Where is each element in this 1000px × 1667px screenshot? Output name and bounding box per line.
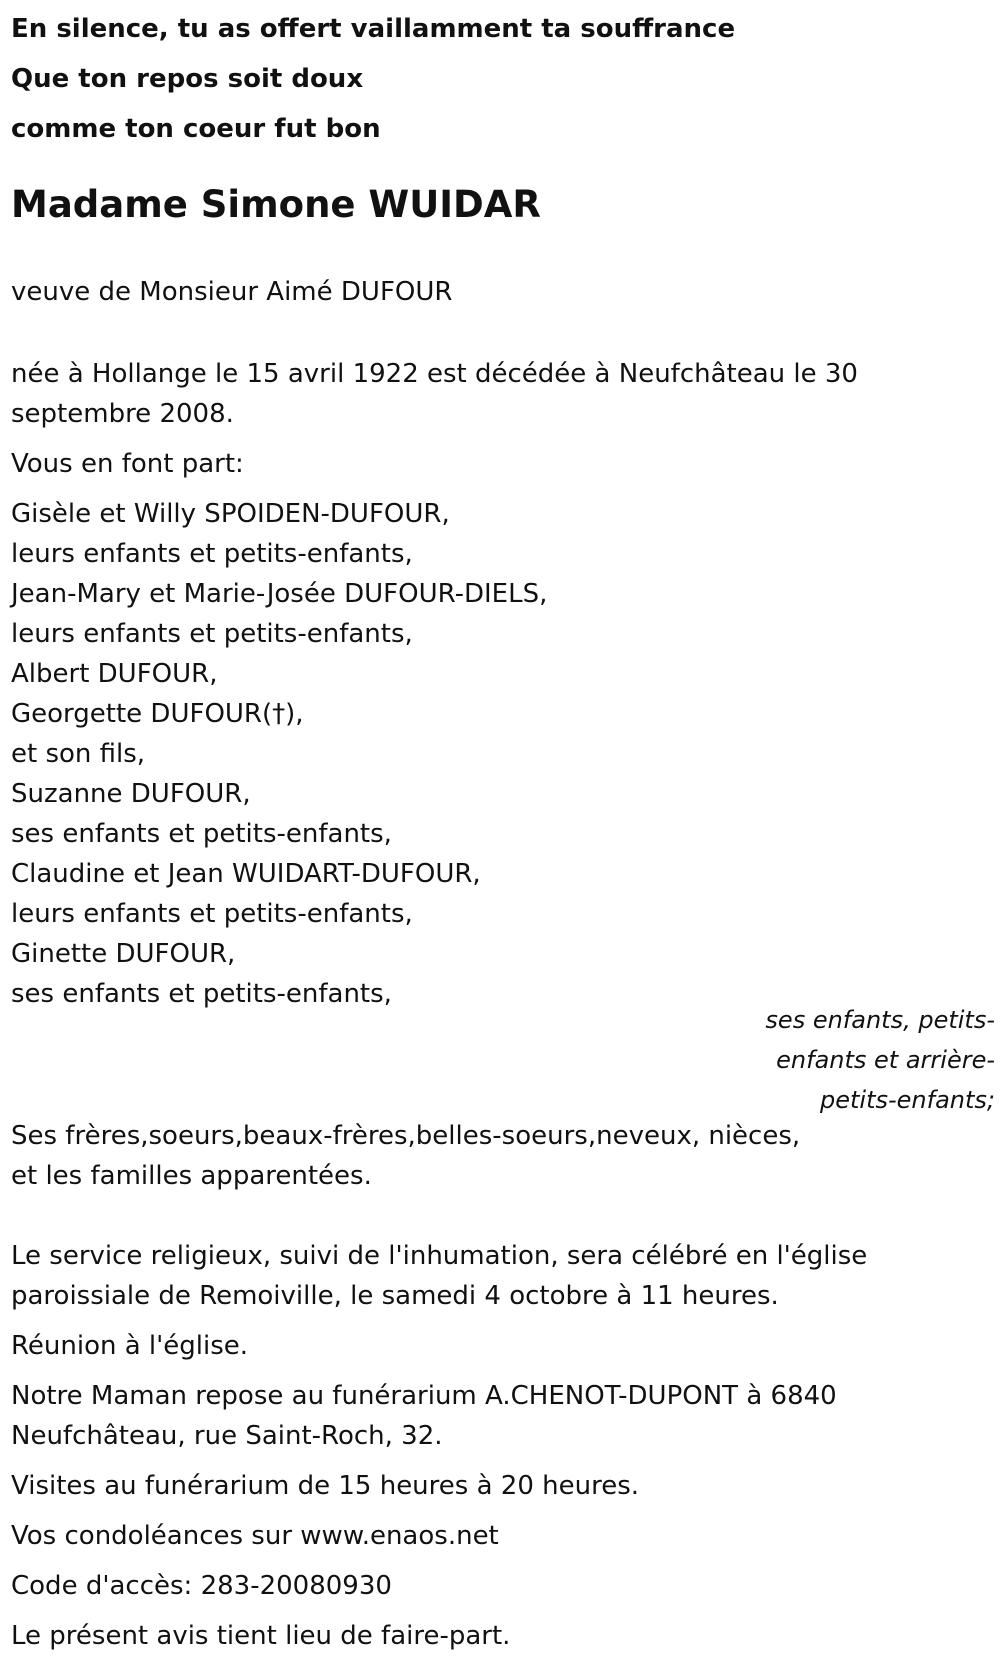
relatives (11, 1116, 800, 1196)
service-line: Le service religieux, suivi de l'inhumation, sera célébré en l'église (11, 1241, 868, 1271)
birth-death-line: née à Hollange le 15 avril 1922 est décédée à Neufchâteau le 30 (11, 359, 858, 389)
faire-part-notice (11, 1616, 510, 1656)
service-info (11, 1236, 867, 1316)
family-list (11, 494, 547, 1014)
family-line: et son fils, (11, 739, 146, 769)
family-line: Georgette DUFOUR(†), (11, 699, 304, 729)
funerarium-line: Notre Maman repose au funérarium A.CHENOT-DUPONT à 6840 (11, 1381, 837, 1411)
epigraph-line: Que ton repos soit doux (11, 64, 364, 94)
relatives-line: Ses frères,soeurs,beaux-frères,belles-soeurs,neveux, nièces, (11, 1121, 801, 1151)
condolences-text: Vos condoléances sur www.enaos.net (11, 1521, 499, 1551)
family-line: leurs enfants et petits-enfants, (11, 899, 413, 929)
widow-of-text: veuve de Monsieur Aimé DUFOUR (11, 277, 453, 307)
widow-of (11, 272, 452, 312)
family-line: Suzanne DUFOUR, (11, 779, 251, 809)
epigraph (11, 4, 735, 154)
service-line: paroissiale de Remoiville, le samedi 4 octobre à 11 heures. (11, 1281, 779, 1311)
birth-death-info (11, 354, 858, 434)
family-line: Claudine et Jean WUIDART-DUFOUR, (11, 859, 481, 889)
epigraph-line: En silence, tu as offert vaillamment ta souffrance (11, 14, 736, 44)
access-code (11, 1566, 392, 1606)
descendants-line: petits-enfants; (820, 1086, 995, 1114)
family-line: ses enfants et petits-enfants, (11, 819, 392, 849)
notice-text: Le présent avis tient lieu de faire-part. (11, 1621, 511, 1651)
visits-info (11, 1466, 639, 1506)
access-code-text: Code d'accès: 283-20080930 (11, 1571, 392, 1601)
condolences-info (11, 1516, 499, 1556)
funerarium-info (11, 1376, 837, 1456)
obituary-notice (11, 0, 995, 1667)
descendants-line: enfants et arrière- (776, 1046, 995, 1074)
announcement (11, 444, 244, 484)
announcement-text: Vous en font part: (11, 449, 244, 479)
family-line: Albert DUFOUR, (11, 659, 218, 689)
family-line: leurs enfants et petits-enfants, (11, 619, 413, 649)
reunion-text: Réunion à l'église. (11, 1331, 249, 1361)
epigraph-line: comme ton coeur fut bon (11, 114, 381, 144)
family-line: Gisèle et Willy SPOIDEN-DUFOUR, (11, 499, 450, 529)
family-line: leurs enfants et petits-enfants, (11, 539, 413, 569)
funerarium-line: Neufchâteau, rue Saint-Roch, 32. (11, 1421, 443, 1451)
family-line: Jean-Mary et Marie-Josée DUFOUR-DIELS, (11, 579, 548, 609)
birth-death-line: septembre 2008. (11, 399, 234, 429)
family-line: Ginette DUFOUR, (11, 939, 236, 969)
relatives-line: et les familles apparentées. (11, 1161, 372, 1191)
deceased-name: Madame Simone WUIDAR (11, 183, 541, 226)
reunion-info (11, 1326, 248, 1366)
visits-text: Visites au funérarium de 15 heures à 20 heures. (11, 1471, 640, 1501)
family-line: ses enfants et petits-enfants, (11, 979, 392, 1009)
descendants-note (765, 1000, 995, 1120)
descendants-line: ses enfants, petits- (765, 1006, 995, 1034)
